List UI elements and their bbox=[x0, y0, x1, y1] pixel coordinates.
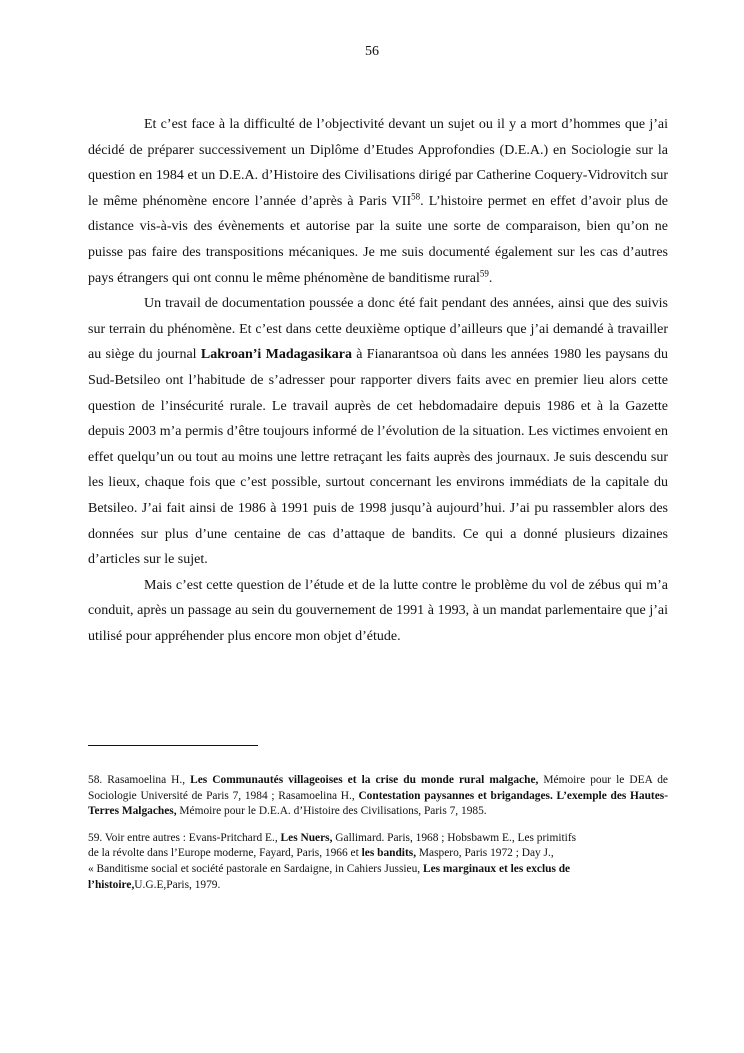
text-run: Mais c’est cette question de l’étude et de la lutte contre le problème du vol de zébus qui m’a conduit, après un passage au sein du gouvernement de 1991 à 1993, à un mandat parlementaire que j’ai utilisé pour appréhender plus encore mon objet d’étude. bbox=[88, 577, 668, 644]
text-run: . L’histoire permet en effet d’avoir plus de distance vis-à-vis des évènements et autorise par la suite une sorte de comparaison, bien qu’on ne puisse pas faire des transpositions mécaniques. Je me suis documenté également sur les cas d’autres pays étrangers qui ont connu le même phénomène de banditisme rural bbox=[88, 193, 669, 286]
text-run: de la révolte dans l’Europe moderne, Fayard, Paris, 1966 et bbox=[88, 847, 362, 860]
bold-text: Les marginaux et les exclus de bbox=[423, 862, 571, 875]
body-paragraph bbox=[88, 112, 668, 291]
text-run: 59. Voir entre autres : Evans-Pritchard E., bbox=[88, 831, 281, 844]
text-run: Un travail de documentation poussée a donc été fait pendant des années, ainsi que des suivis sur terrain du phénomène. Et c’est dans cette deuxième optique d’ailleurs que j’ai demandé à travailler au siège du journal bbox=[88, 296, 668, 363]
body-paragraph bbox=[88, 291, 668, 573]
footnotes bbox=[88, 773, 668, 893]
text-run: Et c’est face à la difficulté de l’objectivité devant un sujet ou il y a mort d’hommes que j’ai décidé de préparer successivement un Diplôme d’Etudes Approfondies (D.E.A.) en Sociologie sur la question en 1984 et un D.E.A. d’Histoire des Civilisations dirigé par Catherine Coquery-Vidrovitch sur le même phénomène encore l’année d’après à Paris VII bbox=[88, 117, 668, 209]
bold-text: Contestation paysannes et brigandages. L’exemple des Hautes-Terres Malgaches, bbox=[88, 789, 668, 818]
bold-text: les bandits, bbox=[361, 847, 417, 860]
text-run: Maspero, Paris 1972 ; Day J., bbox=[416, 847, 554, 860]
body-text bbox=[88, 112, 668, 649]
text-run: U.G.E,Paris, 1979. bbox=[134, 878, 221, 891]
body-paragraph bbox=[88, 573, 668, 650]
footnote-ref: 58 bbox=[411, 191, 421, 202]
bold-text: l’histoire, bbox=[88, 878, 135, 891]
text-run: Mémoire pour le DEA de Sociologie Université de Paris 7, 1984 ; Rasamoelina H., bbox=[88, 774, 668, 802]
text-run: . bbox=[488, 270, 493, 286]
text-run: Mémoire pour le D.E.A. d’Histoire des Civilisations, Paris 7, 1985. bbox=[176, 805, 487, 818]
footnote-59 bbox=[88, 831, 668, 893]
bold-text: Les Nuers, bbox=[280, 831, 333, 844]
text-run: 58. Rasamoelina H., bbox=[88, 774, 191, 786]
footnote-58 bbox=[88, 773, 668, 820]
text-run: « Banditisme social et société pastorale en Sardaigne, in Cahiers Jussieu, bbox=[88, 862, 423, 875]
footnote-ref: 59 bbox=[479, 267, 489, 278]
footnote-separator bbox=[88, 745, 258, 746]
text-run: Gallimard. Paris, 1968 ; Hobsbawm E., Les primitifs bbox=[332, 831, 577, 844]
page-number: 56 bbox=[365, 44, 379, 59]
bold-text: Lakroan’i Madagasikara bbox=[200, 347, 352, 363]
text-run: à Fianarantsoa où dans les années 1980 les paysans du Sud-Betsileo ont l’habitude de s’adresser pour rapporter divers faits avec en premier lieu alors cette question de l’insécurité rurale. Le travail auprès de cet hebdomadaire depuis 1986 et à la Gazette depuis 2003 m’a permis d’être toujours informé de l’évolution de la situation. Les victimes envoient en effet quelqu’un ou tout au moins une lettre retraçant les faits auprès des journaux. Je suis descendu sur les lieux, chaque fois que c’est possible, surtout concernant les environs immédiats de la capitale du Betsileo. J’ai fait ainsi de 1986 à 1991 puis de 1998 jusqu’à aujourd’hui. J’ai pu rassembler alors des données sur plus d’une centaine de cas d’attaque de bandits. Ce qui a donné plusieurs dizaines d’articles sur le sujet. bbox=[88, 347, 668, 568]
bold-text: Les Communautés villageoises et la crise du monde rural malgache, bbox=[190, 774, 539, 786]
